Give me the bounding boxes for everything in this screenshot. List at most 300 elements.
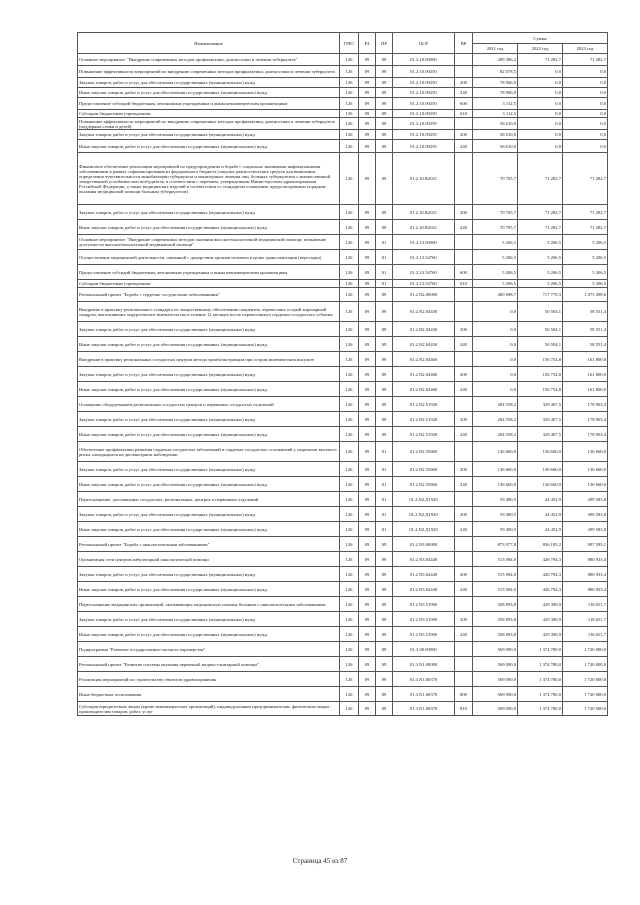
- cell-v2: 71 282,7: [518, 205, 563, 220]
- cell-rz: 09: [359, 205, 376, 220]
- cell-csr: 01.2.10.09250: [393, 88, 455, 98]
- cell-v1: 70 705,7: [473, 220, 518, 235]
- cell-pr: 09: [376, 118, 393, 130]
- cell-rz: 09: [359, 522, 376, 537]
- cell-grbs: 126: [340, 337, 359, 352]
- cell-rz: 09: [359, 657, 376, 672]
- cell-name: Организация сети центров амбулаторной онкологической помощи: [78, 552, 340, 567]
- table-row: [78, 582, 608, 597]
- cell-v2: 5 206,5: [518, 280, 563, 288]
- cell-grbs: 126: [340, 235, 359, 250]
- cell-grbs: 126: [340, 250, 359, 265]
- cell-csr: 01.2.13.54760: [393, 265, 455, 280]
- cell-csr: 01.2.N2.04430: [393, 302, 455, 322]
- cell-v1: 204 558,2: [473, 397, 518, 412]
- table-row: [78, 672, 608, 687]
- cell-v2: 1 374 780,0: [518, 702, 563, 716]
- table-row: [78, 110, 608, 118]
- cell-vr: [455, 250, 473, 265]
- cell-csr: 01.2.N3.04440: [393, 552, 455, 567]
- cell-v1: 515 084,0: [473, 552, 518, 567]
- cell-pr: 01: [376, 442, 393, 462]
- cell-pr: 09: [376, 397, 393, 412]
- cell-v1: 5 206,5: [473, 250, 518, 265]
- cell-grbs: 126: [340, 522, 359, 537]
- cell-rz: 09: [359, 552, 376, 567]
- cell-v1: 873 977,8: [473, 537, 518, 552]
- cell-vr: [455, 672, 473, 687]
- cell-v2: 44 452,9: [518, 492, 563, 507]
- cell-vr: 600: [455, 265, 473, 280]
- cell-name: Иные закупки товаров, работ и услуг для обеспечения государственных (муниципальных) нужд: [78, 582, 340, 597]
- cell-grbs: 126: [340, 672, 359, 687]
- cell-v1: 0,0: [473, 337, 518, 352]
- cell-name: Иные закупки товаров, работ и услуг для обеспечения государственных (муниципальных) нужд: [78, 627, 340, 642]
- cell-pr: 09: [376, 427, 393, 442]
- table-row: [78, 612, 608, 627]
- cell-v2: 136 660,0: [518, 477, 563, 492]
- header-rz: РЗ: [359, 33, 376, 54]
- table-row: [78, 657, 608, 672]
- cell-rz: 09: [359, 702, 376, 716]
- cell-v2: 0,0: [518, 140, 563, 153]
- cell-csr: 01.2.N2.00000: [393, 288, 455, 302]
- table-row: [78, 507, 608, 522]
- cell-vr: 200: [455, 78, 473, 88]
- cell-v2: 0,0: [518, 98, 563, 110]
- cell-v1: 358 893,8: [473, 627, 518, 642]
- cell-csr: 01.2.N2.55860: [393, 442, 455, 462]
- cell-name: Повышение эффективности мероприятий по внедрению современных методов профилактики, диагностики и лечения туберкулеза (поддержка семьи и детей): [78, 118, 340, 130]
- cell-vr: 240: [455, 382, 473, 397]
- cell-pr: 09: [376, 627, 393, 642]
- cell-v1: 209 386,2: [473, 54, 518, 66]
- cell-name: Закупка товаров, работ и услуг для обеспечения государственных (муниципальных) нужд: [78, 612, 340, 627]
- table-row: [78, 552, 608, 567]
- cell-v1: 136 660,0: [473, 442, 518, 462]
- table-row: [78, 427, 608, 442]
- cell-rz: 09: [359, 367, 376, 382]
- table-row: [78, 442, 608, 462]
- cell-v1: 569 090,0: [473, 657, 518, 672]
- cell-pr: 09: [376, 88, 393, 98]
- table-body: [78, 54, 608, 716]
- table-row: [78, 288, 608, 302]
- cell-rz: 09: [359, 612, 376, 627]
- cell-rz: 09: [359, 382, 376, 397]
- cell-v2: 71 282,7: [518, 54, 563, 66]
- cell-rz: 09: [359, 66, 376, 78]
- cell-v1: 515 084,0: [473, 582, 518, 597]
- table-row: [78, 54, 608, 66]
- cell-csr: 01.2.13.00000: [393, 235, 455, 250]
- cell-rz: 09: [359, 235, 376, 250]
- cell-csr: 01.2.N2.51920: [393, 412, 455, 427]
- cell-grbs: 126: [340, 397, 359, 412]
- cell-pr: 09: [376, 288, 393, 302]
- cell-rz: 09: [359, 54, 376, 66]
- table-row: [78, 367, 608, 382]
- cell-name: Закупка товаров, работ и услуг для обеспечения государственных (муниципальных) нужд: [78, 367, 340, 382]
- cell-grbs: 126: [340, 412, 359, 427]
- table-row: [78, 98, 608, 110]
- cell-vr: 200: [455, 367, 473, 382]
- cell-csr: 01.2.13.54760: [393, 250, 455, 265]
- cell-grbs: 126: [340, 507, 359, 522]
- cell-v2: 44 452,9: [518, 507, 563, 522]
- cell-rz: 09: [359, 110, 376, 118]
- table-row: [78, 66, 608, 78]
- cell-v1: 400 698,7: [473, 288, 518, 302]
- table-row: [78, 397, 608, 412]
- cell-name: Обеспечение профилактики развития сердечно-сосудистых заболеваний и сердечно-сосудистых осложнений у пациентов высокого риска, находящихся на диспансерном наблюдении: [78, 442, 340, 462]
- cell-csr: 01.2.N2.55860: [393, 477, 455, 492]
- cell-name: Иные закупки товаров, работ и услуг для обеспечения государственных (муниципальных) нужд: [78, 382, 340, 397]
- cell-v3: 58 551,4: [563, 322, 608, 337]
- cell-v3: 499 583,8: [563, 507, 608, 522]
- cell-name: Закупка товаров, работ и услуг для обеспечения государственных (муниципальных) нужд: [78, 322, 340, 337]
- cell-pr: 09: [376, 337, 393, 352]
- cell-grbs: 126: [340, 477, 359, 492]
- cell-v2: 44 452,9: [518, 522, 563, 537]
- cell-name: Иные закупки товаров, работ и услуг для обеспечения государственных (муниципальных) нужд: [78, 220, 340, 235]
- cell-vr: [455, 492, 473, 507]
- header-pr: ПР: [376, 33, 393, 54]
- cell-pr: 01: [376, 462, 393, 477]
- cell-pr: 01: [376, 280, 393, 288]
- cell-rz: 09: [359, 78, 376, 88]
- cell-csr: 01.2.N2.Д1920: [393, 507, 455, 522]
- cell-csr: 01.3.N1.00370: [393, 702, 455, 716]
- cell-name: Основное мероприятие: "Внедрение современных методов оказания высокотехнологичной медицинской помощи; повышение доступности высокотехнологичной медицинской помощи": [78, 235, 340, 250]
- cell-pr: 09: [376, 597, 393, 612]
- cell-csr: 01.2.N3.51900: [393, 612, 455, 627]
- cell-rz: 09: [359, 642, 376, 657]
- cell-vr: 200: [455, 205, 473, 220]
- header-grbs: ГРБС: [340, 33, 359, 54]
- cell-grbs: 126: [340, 657, 359, 672]
- cell-v2: 856 185,2: [518, 537, 563, 552]
- cell-rz: 09: [359, 250, 376, 265]
- cell-name: Иные закупки товаров, работ и услуг для обеспечения государственных (муниципальных) нужд: [78, 88, 340, 98]
- cell-name: Иные закупки товаров, работ и услуг для обеспечения государственных (муниципальных) нужд: [78, 522, 340, 537]
- cell-rz: 09: [359, 352, 376, 367]
- cell-vr: 200: [455, 462, 473, 477]
- cell-name: Предоставление субсидий бюджетным, автономным учреждениям и иным некоммерческим организациям: [78, 265, 340, 280]
- cell-v3: 71 282,7: [563, 153, 608, 205]
- cell-v2: 50 504,1: [518, 302, 563, 322]
- cell-v1: 56 610,0: [473, 140, 518, 153]
- cell-pr: 09: [376, 687, 393, 702]
- cell-vr: 240: [455, 522, 473, 537]
- cell-v3: 5 206,5: [563, 250, 608, 265]
- cell-rz: 09: [359, 280, 376, 288]
- header-year-2021: 2021 год: [473, 44, 518, 54]
- cell-pr: 09: [376, 153, 393, 205]
- cell-v3: 0,0: [563, 140, 608, 153]
- cell-v1: 204 558,2: [473, 427, 518, 442]
- cell-csr: 01.2.10.09259: [393, 140, 455, 153]
- cell-csr: 01.2.N3.51900: [393, 597, 455, 612]
- cell-v2: 5 206,5: [518, 265, 563, 280]
- table-row: [78, 412, 608, 427]
- cell-v3: 0,0: [563, 78, 608, 88]
- cell-v2: 71 282,7: [518, 220, 563, 235]
- cell-v1: 358 893,8: [473, 612, 518, 627]
- cell-name: Оснащение оборудованием региональных сосудистых центров и первичных сосудистых отделений: [78, 397, 340, 412]
- cell-grbs: 126: [340, 280, 359, 288]
- cell-grbs: 126: [340, 98, 359, 110]
- cell-vr: 200: [455, 130, 473, 140]
- cell-v1: 0,0: [473, 382, 518, 397]
- cell-pr: 09: [376, 220, 393, 235]
- table-row: [78, 352, 608, 367]
- cell-v1: 569 090,0: [473, 702, 518, 716]
- cell-name: Региональный проект "Борьба с сердечно-сосудистыми заболеваниями": [78, 288, 340, 302]
- cell-grbs: 126: [340, 265, 359, 280]
- table-row: [78, 627, 608, 642]
- cell-rz: 09: [359, 537, 376, 552]
- table-row: [78, 597, 608, 612]
- cell-grbs: 126: [340, 642, 359, 657]
- cell-vr: 240: [455, 627, 473, 642]
- cell-v3: 0,0: [563, 88, 608, 98]
- page-number: Страница 45 из 87: [292, 857, 348, 865]
- cell-csr: 01.2.N2.04460: [393, 382, 455, 397]
- cell-rz: 09: [359, 477, 376, 492]
- cell-vr: [455, 537, 473, 552]
- header-csr: ЦСР: [393, 33, 455, 54]
- cell-v1: 0,0: [473, 302, 518, 322]
- cell-v3: 116 651,7: [563, 612, 608, 627]
- cell-v3: 0,0: [563, 130, 608, 140]
- cell-v1: 5 206,5: [473, 265, 518, 280]
- cell-v1: 358 893,8: [473, 597, 518, 612]
- cell-vr: 240: [455, 477, 473, 492]
- cell-csr: 01.2.10.R2021: [393, 205, 455, 220]
- cell-rz: 09: [359, 567, 376, 582]
- cell-v3: 0,0: [563, 110, 608, 118]
- cell-name: Закупка товаров, работ и услуг для обеспечения государственных (муниципальных) нужд: [78, 130, 340, 140]
- cell-pr: 09: [376, 412, 393, 427]
- cell-v1: 515 084,0: [473, 567, 518, 582]
- table-row: [78, 492, 608, 507]
- table-row: [78, 302, 608, 322]
- cell-v2: 1 374 780,0: [518, 687, 563, 702]
- cell-pr: 09: [376, 367, 393, 382]
- header-vr: ВР: [455, 33, 473, 54]
- cell-v2: 136 660,0: [518, 462, 563, 477]
- cell-grbs: 126: [340, 442, 359, 462]
- cell-pr: 09: [376, 140, 393, 153]
- table-row: [78, 250, 608, 265]
- cell-vr: 240: [455, 427, 473, 442]
- cell-rz: 09: [359, 582, 376, 597]
- cell-name: Региональный проект "Развитие системы оказания первичной медико-санитарной помощи": [78, 657, 340, 672]
- cell-v2: 426 794,3: [518, 552, 563, 567]
- cell-v3: 0,0: [563, 98, 608, 110]
- cell-pr: 09: [376, 54, 393, 66]
- cell-pr: 09: [376, 642, 393, 657]
- cell-vr: [455, 657, 473, 672]
- cell-name: Иные закупки товаров, работ и услуг для обеспечения государственных (муниципальных) нужд: [78, 140, 340, 153]
- cell-vr: 810: [455, 702, 473, 716]
- cell-v2: 50 504,1: [518, 337, 563, 352]
- cell-grbs: 126: [340, 288, 359, 302]
- cell-v3: 499 583,8: [563, 522, 608, 537]
- cell-v2: 426 794,3: [518, 582, 563, 597]
- cell-vr: 200: [455, 507, 473, 522]
- cell-pr: 01: [376, 507, 393, 522]
- cell-name: Иные закупки товаров, работ и услуг для обеспечения государственных (муниципальных) нужд: [78, 477, 340, 492]
- cell-name: Закупка товаров, работ и услуг для обеспечения государственных (муниципальных) нужд: [78, 507, 340, 522]
- cell-grbs: 126: [340, 537, 359, 552]
- cell-grbs: 126: [340, 382, 359, 397]
- cell-pr: 09: [376, 78, 393, 88]
- cell-grbs: 126: [340, 582, 359, 597]
- cell-v1: 56 610,0: [473, 130, 518, 140]
- cell-pr: 01: [376, 477, 393, 492]
- cell-pr: 09: [376, 205, 393, 220]
- cell-v1: 59 480,5: [473, 522, 518, 537]
- cell-v3: 997 595,1: [563, 537, 608, 552]
- cell-v1: 3 112,5: [473, 98, 518, 110]
- cell-v3: 58 551,4: [563, 337, 608, 352]
- cell-v3: 71 282,7: [563, 54, 608, 66]
- cell-v2: 71 282,7: [518, 153, 563, 205]
- cell-v3: 880 933,4: [563, 582, 608, 597]
- table-row: [78, 88, 608, 98]
- cell-v1: 136 660,0: [473, 477, 518, 492]
- table-row: [78, 642, 608, 657]
- cell-rz: 09: [359, 492, 376, 507]
- cell-pr: 09: [376, 98, 393, 110]
- table-row: [78, 78, 608, 88]
- cell-grbs: 126: [340, 687, 359, 702]
- cell-name: Субсидии бюджетным учреждениям: [78, 110, 340, 118]
- cell-v2: 1 374 780,0: [518, 672, 563, 687]
- cell-v2: 426 794,3: [518, 567, 563, 582]
- cell-csr: 01.3.N1.00000: [393, 657, 455, 672]
- budget-table: [77, 32, 608, 716]
- cell-vr: 240: [455, 88, 473, 98]
- cell-grbs: 126: [340, 427, 359, 442]
- cell-rz: 09: [359, 397, 376, 412]
- cell-rz: 09: [359, 427, 376, 442]
- cell-csr: 01.2.N3.00000: [393, 537, 455, 552]
- cell-v3: 880 933,4: [563, 552, 608, 567]
- cell-v2: 1 374 780,0: [518, 642, 563, 657]
- table-row: [78, 205, 608, 220]
- cell-vr: [455, 288, 473, 302]
- cell-v2: 329 407,5: [518, 427, 563, 442]
- cell-name: Основное мероприятие: "Внедрение современных методов профилактики, диагностики и лечения туберкулеза": [78, 54, 340, 66]
- cell-vr: [455, 235, 473, 250]
- cell-vr: 610: [455, 110, 473, 118]
- cell-vr: 240: [455, 140, 473, 153]
- cell-name: Закупка товаров, работ и услуг для обеспечения государственных (муниципальных) нужд: [78, 78, 340, 88]
- cell-v3: 499 583,8: [563, 492, 608, 507]
- cell-vr: 200: [455, 322, 473, 337]
- cell-grbs: 126: [340, 118, 359, 130]
- cell-rz: 09: [359, 597, 376, 612]
- cell-name: Переоснащение, дооснащение сосудистых, региональных, центров и первичных отделений: [78, 492, 340, 507]
- cell-name: Региональный проект "Борьба с онкологическими заболеваниями": [78, 537, 340, 552]
- cell-pr: 09: [376, 612, 393, 627]
- cell-grbs: 126: [340, 612, 359, 627]
- cell-vr: 240: [455, 337, 473, 352]
- cell-grbs: 126: [340, 66, 359, 78]
- cell-csr: 01.3.N1.00370: [393, 687, 455, 702]
- cell-csr: 01.2.10.09250: [393, 110, 455, 118]
- cell-v3: 136 660,0: [563, 462, 608, 477]
- table-row: [78, 153, 608, 205]
- cell-pr: 09: [376, 352, 393, 367]
- cell-csr: 01.3.N1.00370: [393, 672, 455, 687]
- cell-csr: 01.2.10.R2021: [393, 220, 455, 235]
- cell-vr: [455, 118, 473, 130]
- cell-csr: 01.2.10.00000: [393, 54, 455, 66]
- cell-v3: 71 282,7: [563, 220, 608, 235]
- cell-pr: 01: [376, 250, 393, 265]
- cell-pr: 09: [376, 552, 393, 567]
- cell-grbs: 126: [340, 492, 359, 507]
- cell-csr: 01.2.10.09250: [393, 98, 455, 110]
- cell-vr: [455, 302, 473, 322]
- cell-v2: 0,0: [518, 88, 563, 98]
- cell-rz: 09: [359, 627, 376, 642]
- cell-name: Иные бюджетные ассигнования: [78, 687, 340, 702]
- cell-v3: 58 551,4: [563, 302, 608, 322]
- cell-v1: 70 705,7: [473, 153, 518, 205]
- cell-vr: [455, 66, 473, 78]
- cell-vr: [455, 442, 473, 462]
- header-sum: Сумма: [473, 33, 608, 44]
- cell-name: Осуществление медицинской деятельности, связанной с донорством органов человека в целях трансплантации (пересадки): [78, 250, 340, 265]
- cell-rz: 09: [359, 88, 376, 98]
- cell-name: Иные закупки товаров, работ и услуг для обеспечения государственных (муниципальных) нужд: [78, 427, 340, 442]
- cell-pr: 09: [376, 537, 393, 552]
- cell-grbs: 126: [340, 597, 359, 612]
- cell-grbs: 126: [340, 140, 359, 153]
- cell-name: Внедрение в практику региональных сосудистых центров метода тромбоэкстракции при остром ишемическом инсульте: [78, 352, 340, 367]
- table-row: [78, 477, 608, 492]
- cell-v1: 5 206,5: [473, 280, 518, 288]
- cell-pr: 09: [376, 702, 393, 716]
- cell-csr: 01.2.10.09250: [393, 78, 455, 88]
- cell-vr: 800: [455, 687, 473, 702]
- cell-v3: 71 282,7: [563, 205, 608, 220]
- cell-pr: 01: [376, 265, 393, 280]
- cell-pr: 09: [376, 66, 393, 78]
- cell-csr: 01.2.N2.04460: [393, 352, 455, 367]
- cell-name: Субсидии бюджетным учреждениям: [78, 280, 340, 288]
- cell-v2: 0,0: [518, 110, 563, 118]
- cell-name: Внедрение в практику регионального стандарта по лекарственному обеспечению пациентов, перенесших острый коронарный синдром, выполнивших хирургическое вмешательство в течение 12 месяцев после перенесенного сердечно-сосудистого события: [78, 302, 340, 322]
- cell-v3: 1 720 000,0: [563, 657, 608, 672]
- cell-csr: 01.2.10.R2021: [393, 153, 455, 205]
- cell-csr: 01.2.N2.04430: [393, 337, 455, 352]
- cell-v1: 78 966,0: [473, 88, 518, 98]
- cell-csr: 01.2.10.09250: [393, 66, 455, 78]
- cell-grbs: 126: [340, 78, 359, 88]
- cell-csr: 01.2.N2.51920: [393, 397, 455, 412]
- cell-v2: 136 660,0: [518, 442, 563, 462]
- cell-v3: 116 651,7: [563, 597, 608, 612]
- cell-v2: 329 407,5: [518, 412, 563, 427]
- cell-csr: 01.2.10.09259: [393, 118, 455, 130]
- header-year-2023: 2023 год: [563, 44, 608, 54]
